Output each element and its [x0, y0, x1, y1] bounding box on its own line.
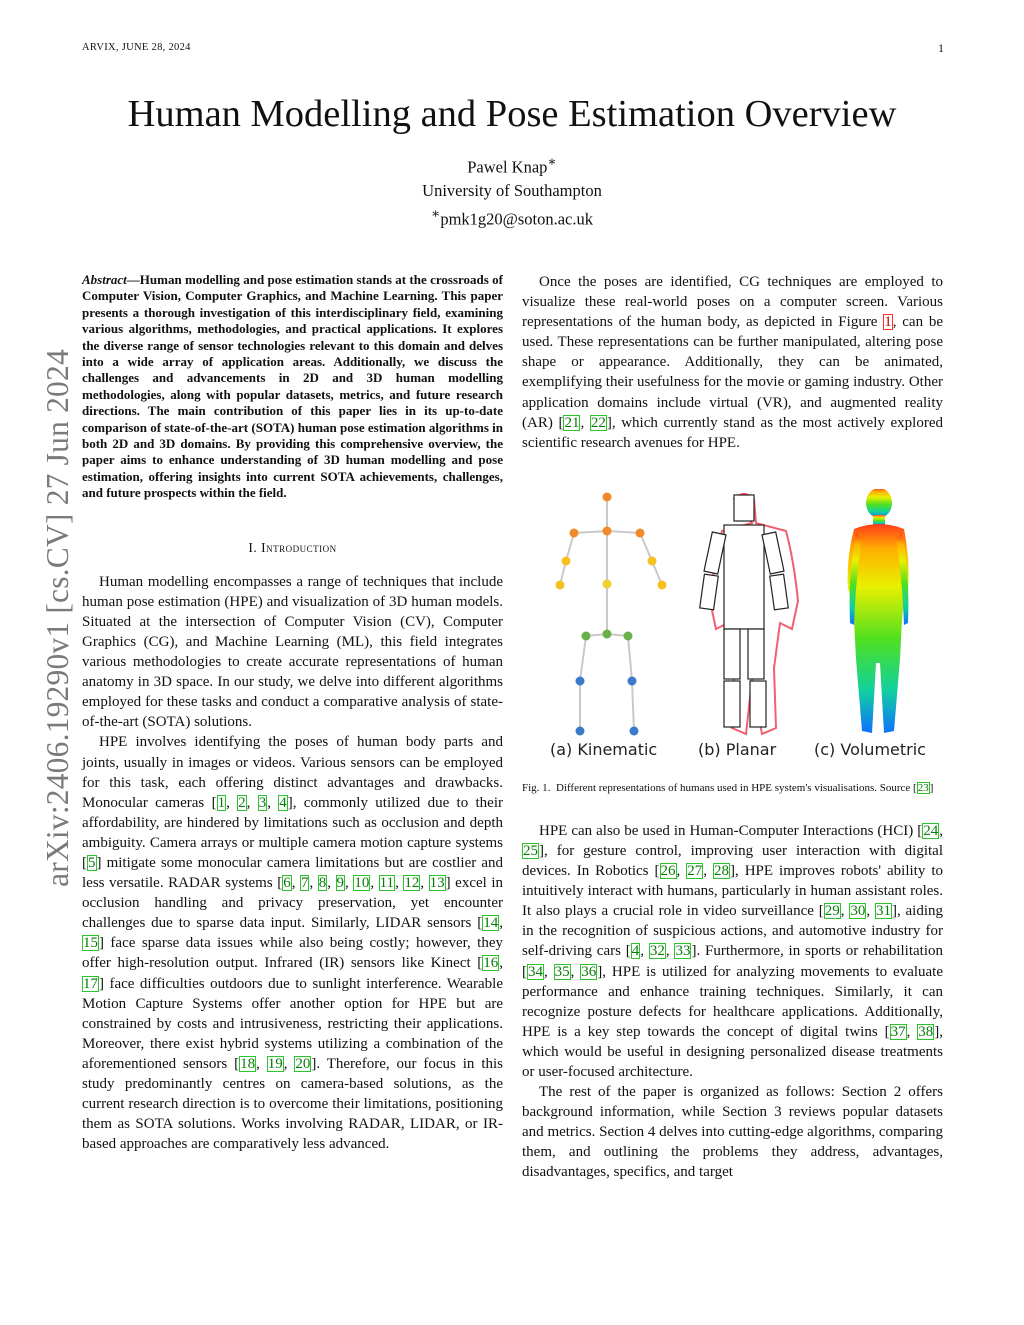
citation-link[interactable]: 35: [554, 963, 570, 980]
citation-link[interactable]: 25: [523, 842, 538, 859]
figure-label-planar: (b) Planar: [698, 739, 777, 759]
citation-link[interactable]: 6: [283, 875, 291, 892]
kinematic-joints: [556, 492, 667, 735]
right-paragraph-2: HPE can also be used in Human-Computer Interactions (HCI) [24, 25], for gesture control, improving user interaction with digital devices. In Robotics [26, 27, 28], HPE improves robots' ability to intuitively interact with humans, particularly in human assistant roles. It also plays a crucial role in video surveillance [29, 30, 31], aiding in the recognition of suspicious actions, and automotive industry for self-driving cars [4, 32, 33]. Furthermore, in sports or rehabilitation [34, 35, 36], HPE is utilized for analyzing movements to evaluate performance and enhance training techniques. Similarly, it can recognize posture defects for healthcare applications. Additionally, HPE is a key step towards the concept of digital twins [37, 38], which would be useful in designing personalized disease treatments or user-focused architecture.: [522, 822, 944, 1080]
citation-link[interactable]: 4: [279, 794, 287, 811]
intro-paragraph-1: Human modelling encompasses a range of techniques that include human pose estimation (HPE) and visualization of 3D human models. Situated at the intersection of Computer Vision (CV), Computer Graphics (CG), and Machine Learning (ML), this field integrates various methodologies to create accurate representations of human anatomy in 3D space. In our study, we delve into different algorithms employed for these tasks and conduct a comparative analysis of state-of-the-art (SOTA) solutions.: [82, 573, 503, 731]
author-email-line: [0, 202, 1024, 231]
citation-link[interactable]: 19: [267, 1055, 283, 1072]
left-column: [82, 272, 503, 1154]
citation-link[interactable]: 8: [318, 875, 327, 892]
planar-body: [700, 494, 798, 734]
author-mark: ∗: [547, 154, 557, 169]
citation-link[interactable]: 26: [660, 863, 676, 880]
figure-1-image: [522, 489, 943, 769]
abstract-label: Abstract: [82, 272, 127, 287]
arxiv-watermark: arXiv:2406.19290v1 [cs.CV] 27 Jun 2024: [40, 349, 75, 887]
citation-link[interactable]: 5: [88, 855, 96, 871]
citation-link[interactable]: 9: [336, 875, 345, 892]
author-block: [0, 150, 1024, 230]
citation-link[interactable]: 33: [675, 943, 691, 960]
citation-link[interactable]: 18: [240, 1055, 256, 1072]
right-column: [522, 272, 943, 1183]
citation-link[interactable]: 4: [631, 943, 640, 960]
abstract: [82, 272, 503, 502]
citation-link[interactable]: 12: [404, 875, 420, 892]
right-paragraph-1: Once the poses are identified, CG techniques are employed to visualize these real-world poses on a computer screen. Various representations of the human body, as depicted in Figure 1, can be used. These representations can be further manipulated, altering pose shape or appearance. Additionally, they can be animated, exemplifying their usefulness for the movie or gaming industry. Other application domains include virtual (VR), and augmented reality (AR) [21, 22], which currently stand as the most actively explored scientific research avenues for HPE.: [522, 274, 943, 451]
citation-link[interactable]: 17: [83, 975, 98, 992]
citation-link[interactable]: 16: [483, 955, 499, 972]
intro-paragraph-2: HPE involves identifying the poses of human body parts and joints, usually in images or videos. Various sensors can be employed for this task, each offering distinct advantages and drawbacks. Monocular cameras [1, 2, 3, 4], commonly utilized due to their affordability, are hindered by limitations such as occlusion and depth ambiguity. Camera arrays or multiple camera motion capture systems [5] mitigate some monocular camera limitations but are costlier and less versatile. RADAR systems [6, 7, 8, 9, 10, 11, 12, 13] excel in occlusion handling and privacy preservation, yet encounter challenges due to sparse data input. Similarly, LIDAR sensors [14, 15] face sparse data issues while also being costly; however, they offer high-resolution output. Infrared (IR) sensors like Kinect [16, 17] face difficulties outdoors due to sunlight interference. Wearable Motion Capture Systems offer another option for HPE but are constrained by costs and intrusiveness, restricting their applications. Moreover, there exist hybrid systems utilizing a combination of the aforementioned sensors [18, 19, 20]. Therefore, our focus in this study predominantly centres on camera-based solutions, as the current research direction is to overcome their limitations, positioning them as SOTA solutions. Works involving RADAR, LIDAR, or IR-based approaches are comparatively less advanced.: [82, 734, 503, 1153]
citation-link[interactable]: 7: [300, 875, 309, 892]
citation-link[interactable]: 30: [850, 903, 866, 920]
abstract-text: —Human modelling and pose estimation stands at the crossroads of Computer Vision, Computer Graphics, and Machine Learning. This paper presents a thorough investigation of this interdisciplinary field, examining various algorithms, methodologies, and practical applications. It explores the diverse range of sensor technologies relevant to this domain and delves into a wide array of application areas. Additionally, we discuss the challenges and advancements in 2D and 3D human modelling methodologies, along with popular datasets, metrics, and future research directions. The main contribution of this paper lies in its up-to-date comparison of state-of-the-art (SOTA) human pose estimation algorithms in both 2D and 3D domains. By providing this comprehensive overview, the paper aims to enhance understanding of 3D human modelling and pose estimation, offering insights into current SOTA achievements, challenges, and future prospects within the field.: [82, 272, 503, 501]
figure-1: [522, 489, 943, 795]
author-name-line: [0, 150, 1024, 179]
author-email: pmk1g20@soton.ac.uk: [440, 209, 594, 228]
citation-link[interactable]: 37: [890, 1023, 906, 1040]
author-affiliation: University of Southampton: [422, 180, 602, 200]
figure-1-caption: Fig. 1. Different representations of humans used in HPE system's visualisations. Source [23]: [522, 781, 934, 794]
section-heading-introduction: [82, 540, 503, 556]
paper-title: Human Modelling and Pose Estimation Overview: [127, 93, 897, 135]
citation-link[interactable]: 20: [295, 1055, 311, 1072]
citation-link[interactable]: 2: [238, 794, 246, 811]
figure-label-kinematic: (a) Kinematic: [550, 739, 658, 759]
citation-link[interactable]: 21: [564, 414, 580, 431]
citation-link[interactable]: 32: [649, 943, 665, 960]
human-representations-illustration: [522, 489, 943, 769]
section-number: I.: [248, 539, 258, 555]
author-name: Pawel Knap: [467, 157, 548, 177]
citation-link[interactable]: 15: [83, 935, 98, 952]
citation-link[interactable]: 10: [354, 875, 370, 892]
citation-link[interactable]: 38: [918, 1023, 934, 1040]
citation-link[interactable]: 31: [875, 903, 891, 920]
citation-link[interactable]: 23: [917, 781, 929, 794]
citation-link[interactable]: 1: [217, 794, 226, 811]
running-header: ARVIX, JUNE 28, 2024: [82, 42, 191, 53]
citation-link[interactable]: 34: [528, 963, 543, 980]
figure-label-volumetric: (c) Volumetric: [814, 739, 926, 759]
citation-link[interactable]: 13: [429, 875, 445, 892]
right-paragraph-3: The rest of the paper is organized as follows: Section 2 offers background information, while Section 3 reviews popular datasets and metrics. Section 4 delves into cutting-edge algorithms, comparing them, and outlining the problems they address, advantages, disadvantages, specifics, and target: [522, 1084, 943, 1181]
page-number: 1: [938, 41, 944, 55]
caption-prefix: Fig. 1.: [522, 781, 551, 794]
citation-link[interactable]: 24: [923, 822, 939, 839]
citation-link[interactable]: 22: [590, 414, 606, 431]
citation-link[interactable]: 11: [379, 875, 395, 892]
citation-link[interactable]: 28: [713, 863, 729, 880]
citation-link[interactable]: 29: [824, 903, 840, 920]
volumetric-body: [848, 489, 909, 733]
citation-link[interactable]: 14: [483, 915, 499, 932]
section-title: Introduction: [261, 539, 337, 555]
citation-link[interactable]: 36: [581, 963, 597, 980]
citation-link[interactable]: 27: [687, 863, 703, 880]
email-mark: ∗: [430, 205, 441, 221]
figure-ref-link[interactable]: 1: [884, 314, 892, 331]
citation-link[interactable]: 3: [258, 794, 267, 811]
